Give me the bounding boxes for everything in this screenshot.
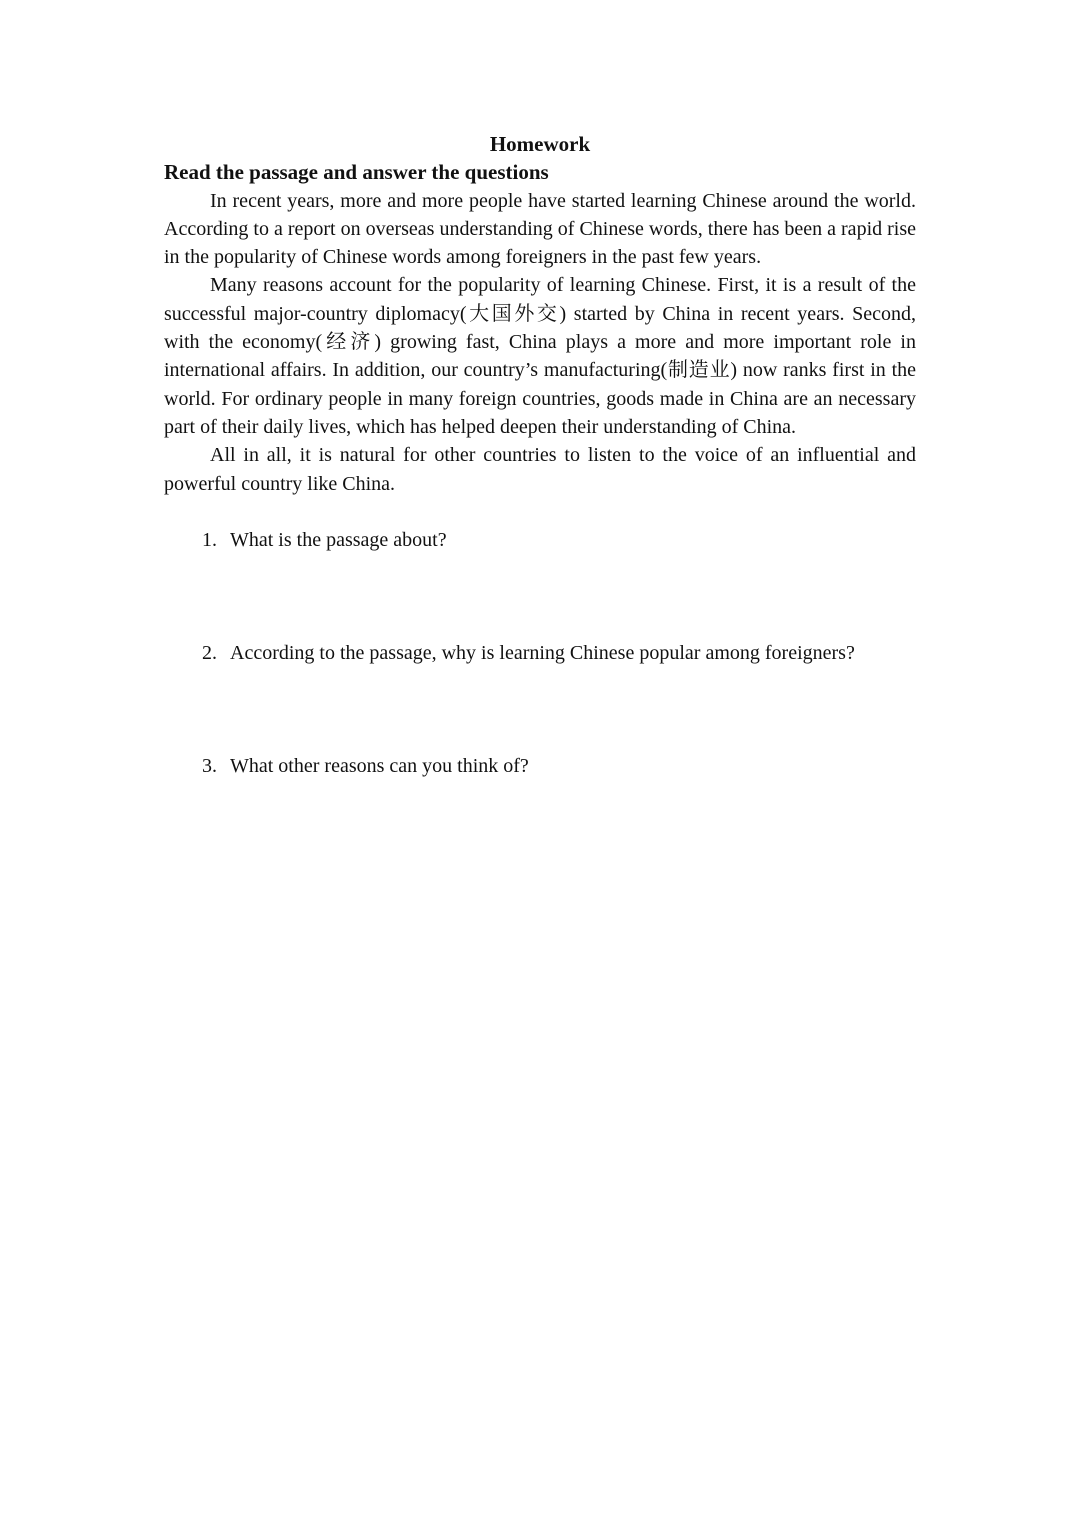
passage-paragraph-3: All in all, it is natural for other countries to listen to the voice of an influential and powerful country like China. <box>164 444 916 495</box>
question-number: 2. <box>202 641 217 664</box>
question-number: 3. <box>202 754 217 777</box>
homework-page <box>164 130 916 865</box>
passage-paragraph-1: In recent years, more and more people have started learning Chinese around the world. According to a report on overseas understanding of Chinese words, there has been a rapid rise in the popularity of Chinese words among foreigners in the past few years. <box>164 189 916 269</box>
question-list <box>164 526 916 865</box>
question-item-1 <box>164 526 916 639</box>
question-text: What is the passage about? <box>230 528 447 551</box>
question-item-3 <box>164 752 916 865</box>
question-text: What other reasons can you think of? <box>230 754 529 777</box>
page-title: Homework <box>489 132 591 156</box>
question-text: According to the passage, why is learning Chinese popular among foreigners? <box>230 641 855 664</box>
reading-passage <box>164 187 916 498</box>
question-number: 1. <box>202 528 217 551</box>
question-item-2 <box>164 639 916 752</box>
instruction-heading: Read the passage and answer the questions <box>164 160 549 185</box>
passage-paragraph-2: Many reasons account for the popularity of learning Chinese. First, it is a result of the successful major-country diplomacy(大国外交) started by China in recent years. Second, with the economy(经济) growing fast, China plays a more and more important role in international affairs. In addition, our country’s manufacturing(制造业) now ranks first in the world. For ordinary people in many foreign countries, goods made in China are an necessary part of their daily lives, which has helped deepen their understanding of China. <box>164 274 916 438</box>
